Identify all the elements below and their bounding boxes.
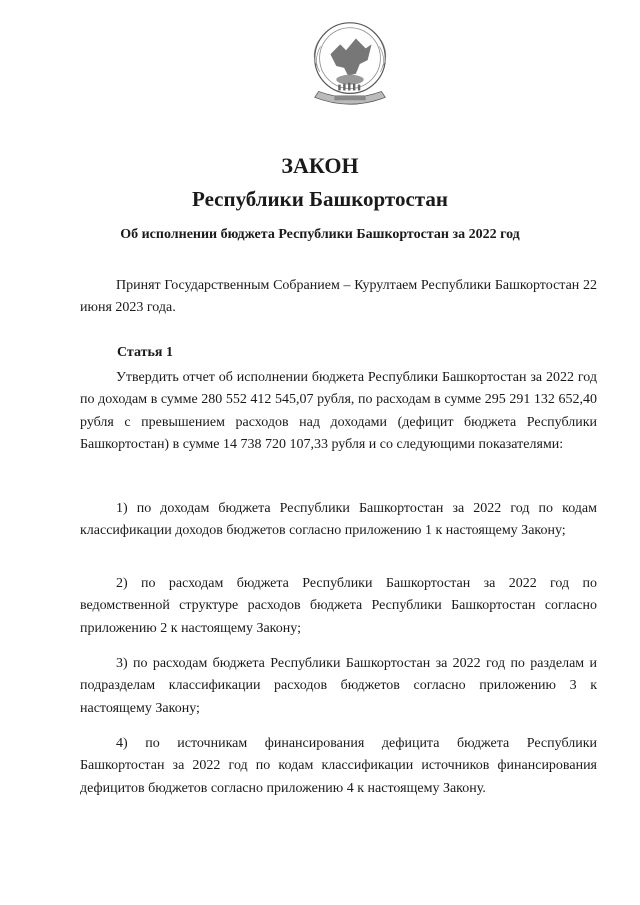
law-name: Об исполнении бюджета Республики Башкортостан за 2022 год [120,227,520,242]
list-item: 4) по источникам финансирования дефицита бюджета Республики Башкортостан за 2022 год по кодам классификации источников финансирования дефицитов бюджетов согласно приложению 4 к настоящему Закону. [80,736,597,796]
list-item: 2) по расходам бюджета Республики Башкортостан за 2022 год по ведомственной структуре расходов бюджета Республики Башкортостан согласно приложению 2 к настоящему Закону; [80,576,597,636]
article-intro-paragraph: Утвердить отчет об исполнении бюджета Республики Башкортостан за 2022 год по доходам в сумме 280 552 412 545,07 рубля, по расходам в сумме 295 291 132 652,40 рубля с превышением расходов над доходами (дефицит бюджета Республики Башкортостан) в сумме 14 738 720 107,33 рубля и со следующими показателями: [80,370,597,452]
document-subtitle: Республики Башкортостан [192,187,448,211]
adoption-statement: Принят Государственным Собранием – Курултаем Республики Башкортостан 22 июня 2023 года. [80,278,597,316]
coat-of-arms-icon [301,14,399,114]
document-title: ЗАКОН [281,153,359,178]
list-item: 3) по расходам бюджета Республики Башкортостан за 2022 год по разделам и подразделам классификации расходов бюджетов согласно приложению 3 к настоящему Закону; [80,656,597,716]
list-item: 1) по доходам бюджета Республики Башкортостан за 2022 год по кодам классификации доходов бюджетов согласно приложению 1 к настоящему Закону; [80,501,597,539]
article-heading: Статья 1 [117,345,173,360]
